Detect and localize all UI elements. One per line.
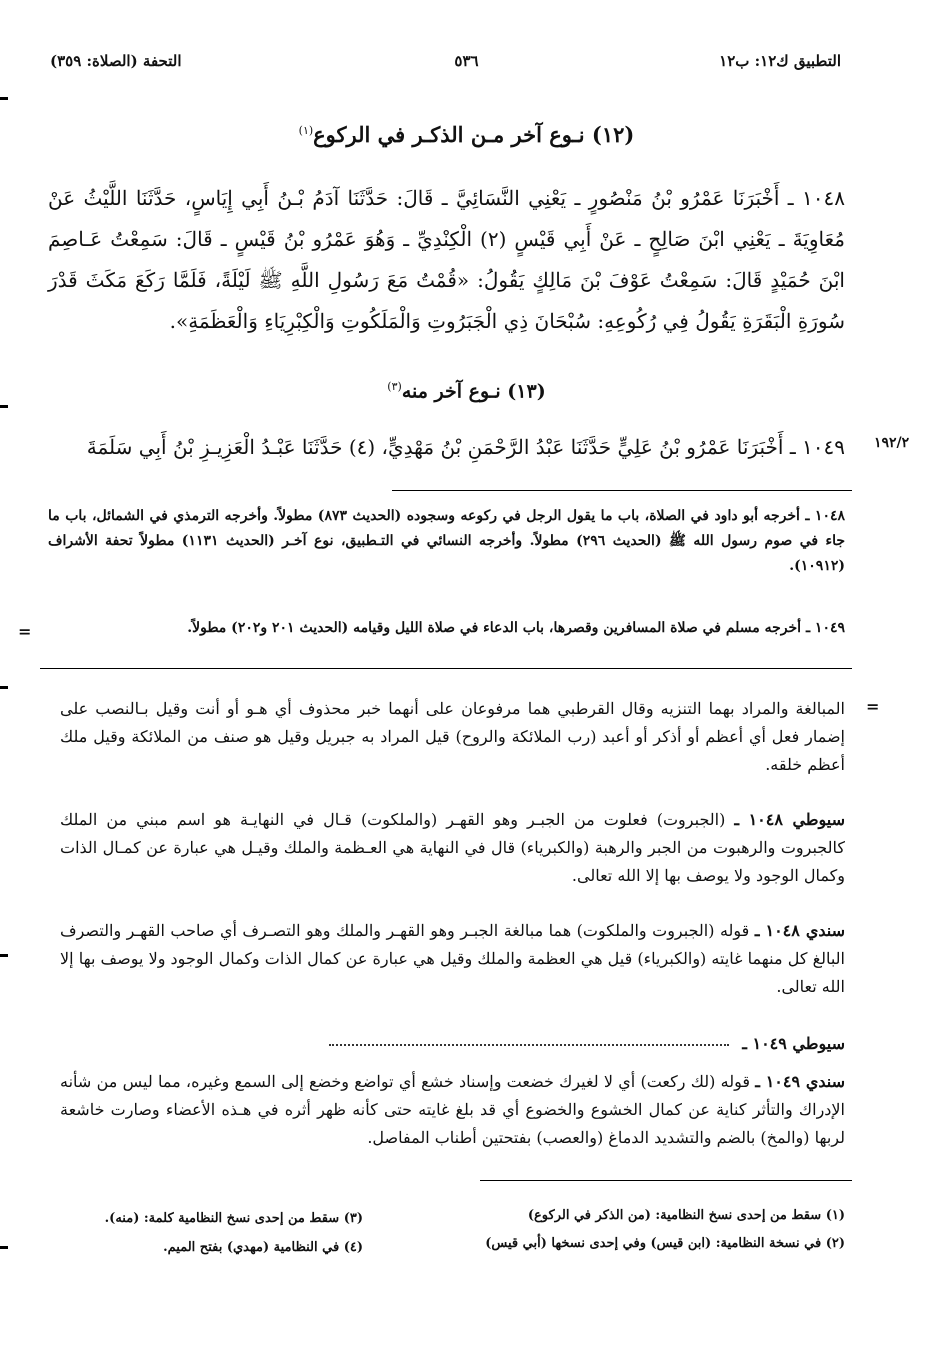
footnote-1: (١) سقط من إحدى نسخ النظامية: (من الذكر في الركوع) [527, 1208, 845, 1223]
footnote-4: (٤) في النظامية (مهدي) بفتح الميم. [163, 1240, 363, 1255]
continuation-mark: = [18, 622, 32, 641]
scan-edge-mark [0, 686, 8, 689]
continuation-mark: = [866, 697, 880, 716]
scan-edge-mark [0, 954, 8, 957]
margin-volume-page-ref: ١٩٢/٢ [874, 435, 910, 451]
footnote-ref-3: (٣) [387, 380, 402, 393]
commentary-lead: سندي ١٠٤٩ ـ [755, 1072, 845, 1091]
commentary-sindi-1048 [60, 917, 845, 1001]
section-title-12-text: (١٢) نـوع آخر مـن الذكـر في الركوع [313, 122, 635, 147]
takhrij-1048: ١٠٤٨ ـ أخرجه أبو داود في الصلاة، باب ما يقول الرجل في ركوعه وسجوده (الحديث ٨٧٣) مطولاً. وأخرجه الترمذي في الشمائل، باب ما جاء في صوم رسول الله ﷺ (الحديث ٢٩٦) مطولاً. وأخرجه النسائي في التـطبيق، نوع آخـر (الحديث ١١٣١) مطولاً تحفة الأشراف (١٠٩١٢). [48, 508, 846, 574]
divider-takhrij [392, 490, 852, 491]
header-chapter-ref: التطبيق ك١٢: ب١٢ [719, 52, 841, 70]
section-title-12 [0, 122, 933, 147]
commentary-body: (الجبروت) فعلوت من الجبـر وهو القهـر (والملكوت) قـال في النهايـة هو اسم مبني من الملك كالجبروت والرهبوت من الجبر والرهبة (والكبرياء) قال في النهاية هي العـظمة والملك وقيـل هي عبارة عن كمـال الذات وكمال الوجود ولا يوصف بها إلا الله تعالى. [60, 810, 845, 885]
page-number: ٥٣٦ [454, 52, 479, 70]
commentary-lead: سيوطي ١٠٤٩ ـ [742, 1034, 845, 1053]
commentary-lead: سندي ١٠٤٨ ـ [754, 921, 845, 940]
divider-footnotes [480, 1180, 852, 1181]
footnote-2: (٢) في نسخة النظامية: (ابن قيس) وفي إحدى نسخها (أبي قيس) [485, 1236, 845, 1251]
footnote-ref-1: (١) [298, 124, 314, 137]
takhrij-1049: ١٠٤٩ ـ أخرجه مسلم في صلاة المسافرين وقصرها، باب الدعاء في صلاة الليل وقيامه (الحديث ٢٠١ و٢٠٢) مطولاً. [187, 620, 845, 636]
scan-edge-mark [0, 1246, 8, 1249]
commentary-continuation: المبالغة والمراد بهما التنزيه وقال القرطبي هما مرفوعان على أنهما خبر محذوف أي هـو أو أنت وقيل بـالنصب على إضمار فعل أي أعظم أو أذكر أو أعبد (رب الملائكة والروح) قيل المراد به جبريل وقيل هو صنف من الملائكة وقيل ملك أعظم خلقه. [60, 699, 845, 774]
hadith-1049: ١٠٤٩ ـ أَخْبَرَنَا عَمْرُو بْنُ عَلِيٍّ حَدَّثَنَا عَبْدُ الرَّحْمَنِ بْنُ مَهْدِيٍّ، (٤) حَدَّثَنَا عَبْـدُ الْعَزِيـزِ بْنُ أَبِي سَلَمَةَ [86, 435, 845, 459]
dotted-leader [329, 1044, 729, 1046]
header-tuhfa-ref: التحفة (الصلاة: ٣٥٩) [50, 52, 182, 70]
scan-edge-mark [0, 405, 8, 408]
commentary-body: قوله (الجبروت والملكوت) هما مبالغة الجبـر وهو القهـر والملك وهو التصـرف أي صاحب القهـر والتصرف البالغ كل منهما غايته (والكبرياء) قيل هي العظمة والملك وقيل هي عبارة عن كمال الذات وكمال الوجود ولا يوصف بها إلا الله تعالى. [60, 921, 845, 996]
divider-commentary [40, 668, 852, 669]
section-title-13-text: (١٣) نـوع آخر منه [401, 380, 546, 403]
commentary-lead: سيوطي ١٠٤٨ ـ [734, 810, 846, 829]
commentary-suyuti-1049 [60, 1030, 845, 1058]
section-title-13 [0, 380, 933, 402]
commentary-body: قوله (لك ركعت) أي لا لغيرك خضعت وإسناد خشع أي تواضع وخضع إلى السمع وغيره، مما ليس من شأنه الإدراك والتأثر كناية عن كمال الخشوع والخضوع أي قد بلغ غايته حتى كأنه ظهر أثره في هـذه الأعضاء وصارت خاشعة لربها (والمخ) بالضم والتشديد الدماغ (والعصب) بفتحتين أطناب المفاصل. [60, 1072, 845, 1147]
footnote-3: (٣) سقط من إحدى نسخ النظامية كلمة: (منه). [104, 1211, 363, 1226]
commentary-sindi-1049 [60, 1068, 845, 1152]
scan-edge-mark [0, 97, 8, 100]
hadith-1048: ١٠٤٨ ـ أَخْبَرَنَا عَمْرُو بْنُ مَنْصُورٍ ـ يَعْنِي النَّسَائِيَّ ـ قَالَ: حَدَّثَنَا آدَمُ بْـنُ أَبِي إِيَاسٍ، حَدَّثَنَا اللَّيْثُ عَنْ مُعَاوِيَةَ ـ يَعْنِي ابْنَ صَالِحٍ ـ عَنْ أَبِي قَيْسٍ (٢) الْكِنْدِيِّ ـ وَهُوَ عَمْرُو بْنُ قَيْسٍ ـ قَالَ: سَمِعْتُ عَـاصِمَ ابْنَ حُمَيْدٍ قَالَ: سَمِعْتُ عَوْفَ بْنَ مَالِكٍ يَقُولُ: «قُمْتُ مَعَ رَسُولِ اللَّهِ ﷺ لَيْلَةً، فَلَمَّا رَكَعَ مَكَثَ قَدْرَ سُورَةِ الْبَقَرَةِ يَقُولُ فِي رُكُوعِهِ: سُبْحَانَ ذِي الْجَبَرُوتِ وَالْمَلَكُوتِ وَالْكِبْرِيَاءِ وَالْعَظَمَةِ». [48, 186, 845, 333]
commentary-suyuti-1048 [60, 806, 845, 890]
